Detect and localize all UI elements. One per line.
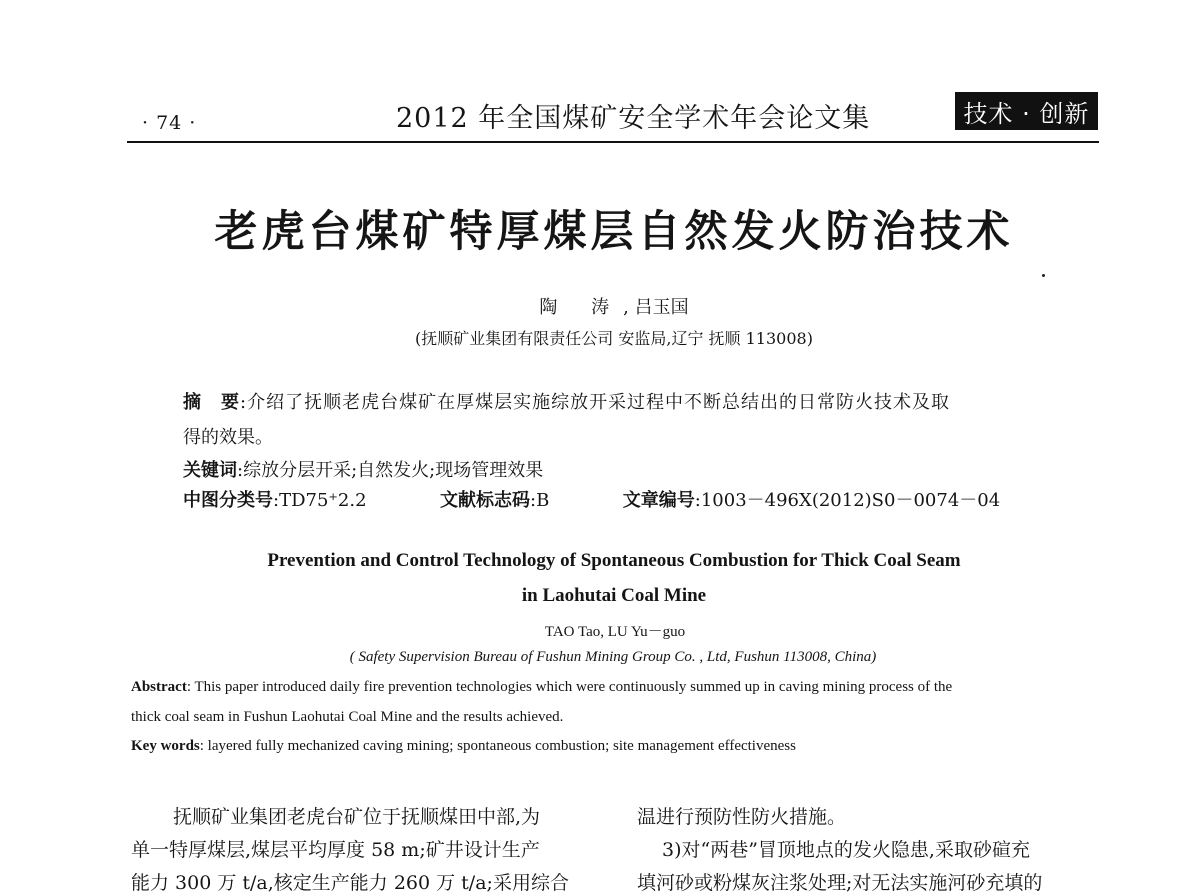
paper-title-cn: 老虎台煤矿特厚煤层自然发火防治技术 bbox=[214, 207, 1014, 257]
header-rule bbox=[127, 141, 1099, 143]
body-right-line1: 温进行预防性防火措施。 bbox=[637, 806, 847, 828]
body-right-line3: 填河砂或粉煤灰注浆处理;对无法实施河砂充填的 bbox=[637, 872, 1043, 894]
classification-row bbox=[183, 486, 1000, 512]
class-label: 中图分类号 bbox=[183, 490, 273, 511]
affiliation-cn: (抚顺矿业集团有限责任公司 安监局,辽宁 抚顺 113008) bbox=[415, 329, 813, 348]
keywords-text-cn: :综放分层开采;自然发火;现场管理效果 bbox=[237, 460, 544, 481]
doc-code-label: 文献标志码 bbox=[440, 490, 531, 511]
authors-cn bbox=[0, 293, 1200, 319]
doc-code-value: :B bbox=[530, 490, 550, 511]
article-no-value: :1003－496X(2012)S0－0074－04 bbox=[694, 490, 1001, 511]
abstract-cn-line1 bbox=[183, 388, 950, 414]
affiliation-en: ( Safety Supervision Bureau of Fushun Mining Group Co. , Ltd, Fushun 113008, China) bbox=[349, 649, 877, 665]
abstract-cn-line2: 得的效果。 bbox=[183, 427, 273, 448]
abstract-label-cn: 摘 要 bbox=[183, 392, 240, 413]
keywords-label-en: Key words bbox=[131, 738, 200, 754]
keywords-en bbox=[131, 738, 796, 755]
abstract-label-en: Abstract bbox=[131, 679, 187, 695]
body-left-line1: 抚顺矿业集团老虎台矿位于抚顺煤田中部,为 bbox=[173, 806, 541, 828]
keywords-label-cn: 关键词 bbox=[183, 460, 237, 481]
body-right-line2: 3)对“两巷”冒顶地点的发火隐患,采取砂碹充 bbox=[662, 839, 1030, 861]
page-number: · 74 · bbox=[142, 112, 197, 134]
body-left-line2: 单一特厚煤层,煤层平均厚度 58 m;矿井设计生产 bbox=[131, 839, 540, 861]
abstract-text-en-1: : This paper introduced daily fire prevention technologies which were continuously summed up in caving mining process of the bbox=[186, 679, 953, 695]
article-no-label: 文章编号 bbox=[622, 490, 695, 511]
class-value: :TD75⁺2.2 bbox=[273, 490, 367, 511]
scan-dot bbox=[1042, 274, 1045, 277]
author-separator-cn: , bbox=[623, 297, 635, 318]
abstract-text-cn-1: :介绍了抚顺老虎台煤矿在厚煤层实施综放开采过程中不断总结出的日常防火技术及取 bbox=[240, 392, 951, 413]
author-1-cn: 陶 涛 bbox=[539, 297, 624, 318]
section-tag: 技术 · 创新 bbox=[955, 92, 1098, 130]
abstract-en-line2: thick coal seam in Fushun Laohutai Coal Mine and the results achieved. bbox=[131, 709, 564, 725]
keywords-cn bbox=[183, 456, 543, 482]
body-left-line3: 能力 300 万 t/a,核定生产能力 260 万 t/a;采用综合 bbox=[131, 872, 569, 894]
abstract-en-line1 bbox=[131, 679, 952, 696]
author-2-cn: 吕玉国 bbox=[634, 297, 689, 318]
authors-en: TAO Tao, LU Yu－guo bbox=[544, 624, 686, 640]
journal-title: 2012 年全国煤矿安全学术年会论文集 bbox=[396, 103, 871, 134]
paper-title-en-line1: Prevention and Control Technology of Spontaneous Combustion for Thick Coal Seam bbox=[267, 550, 961, 571]
keywords-text-en: : layered fully mechanized caving mining; spontaneous combustion; site management effectiveness bbox=[199, 738, 796, 754]
paper-title-en-line2: in Laohutai Coal Mine bbox=[521, 585, 707, 606]
